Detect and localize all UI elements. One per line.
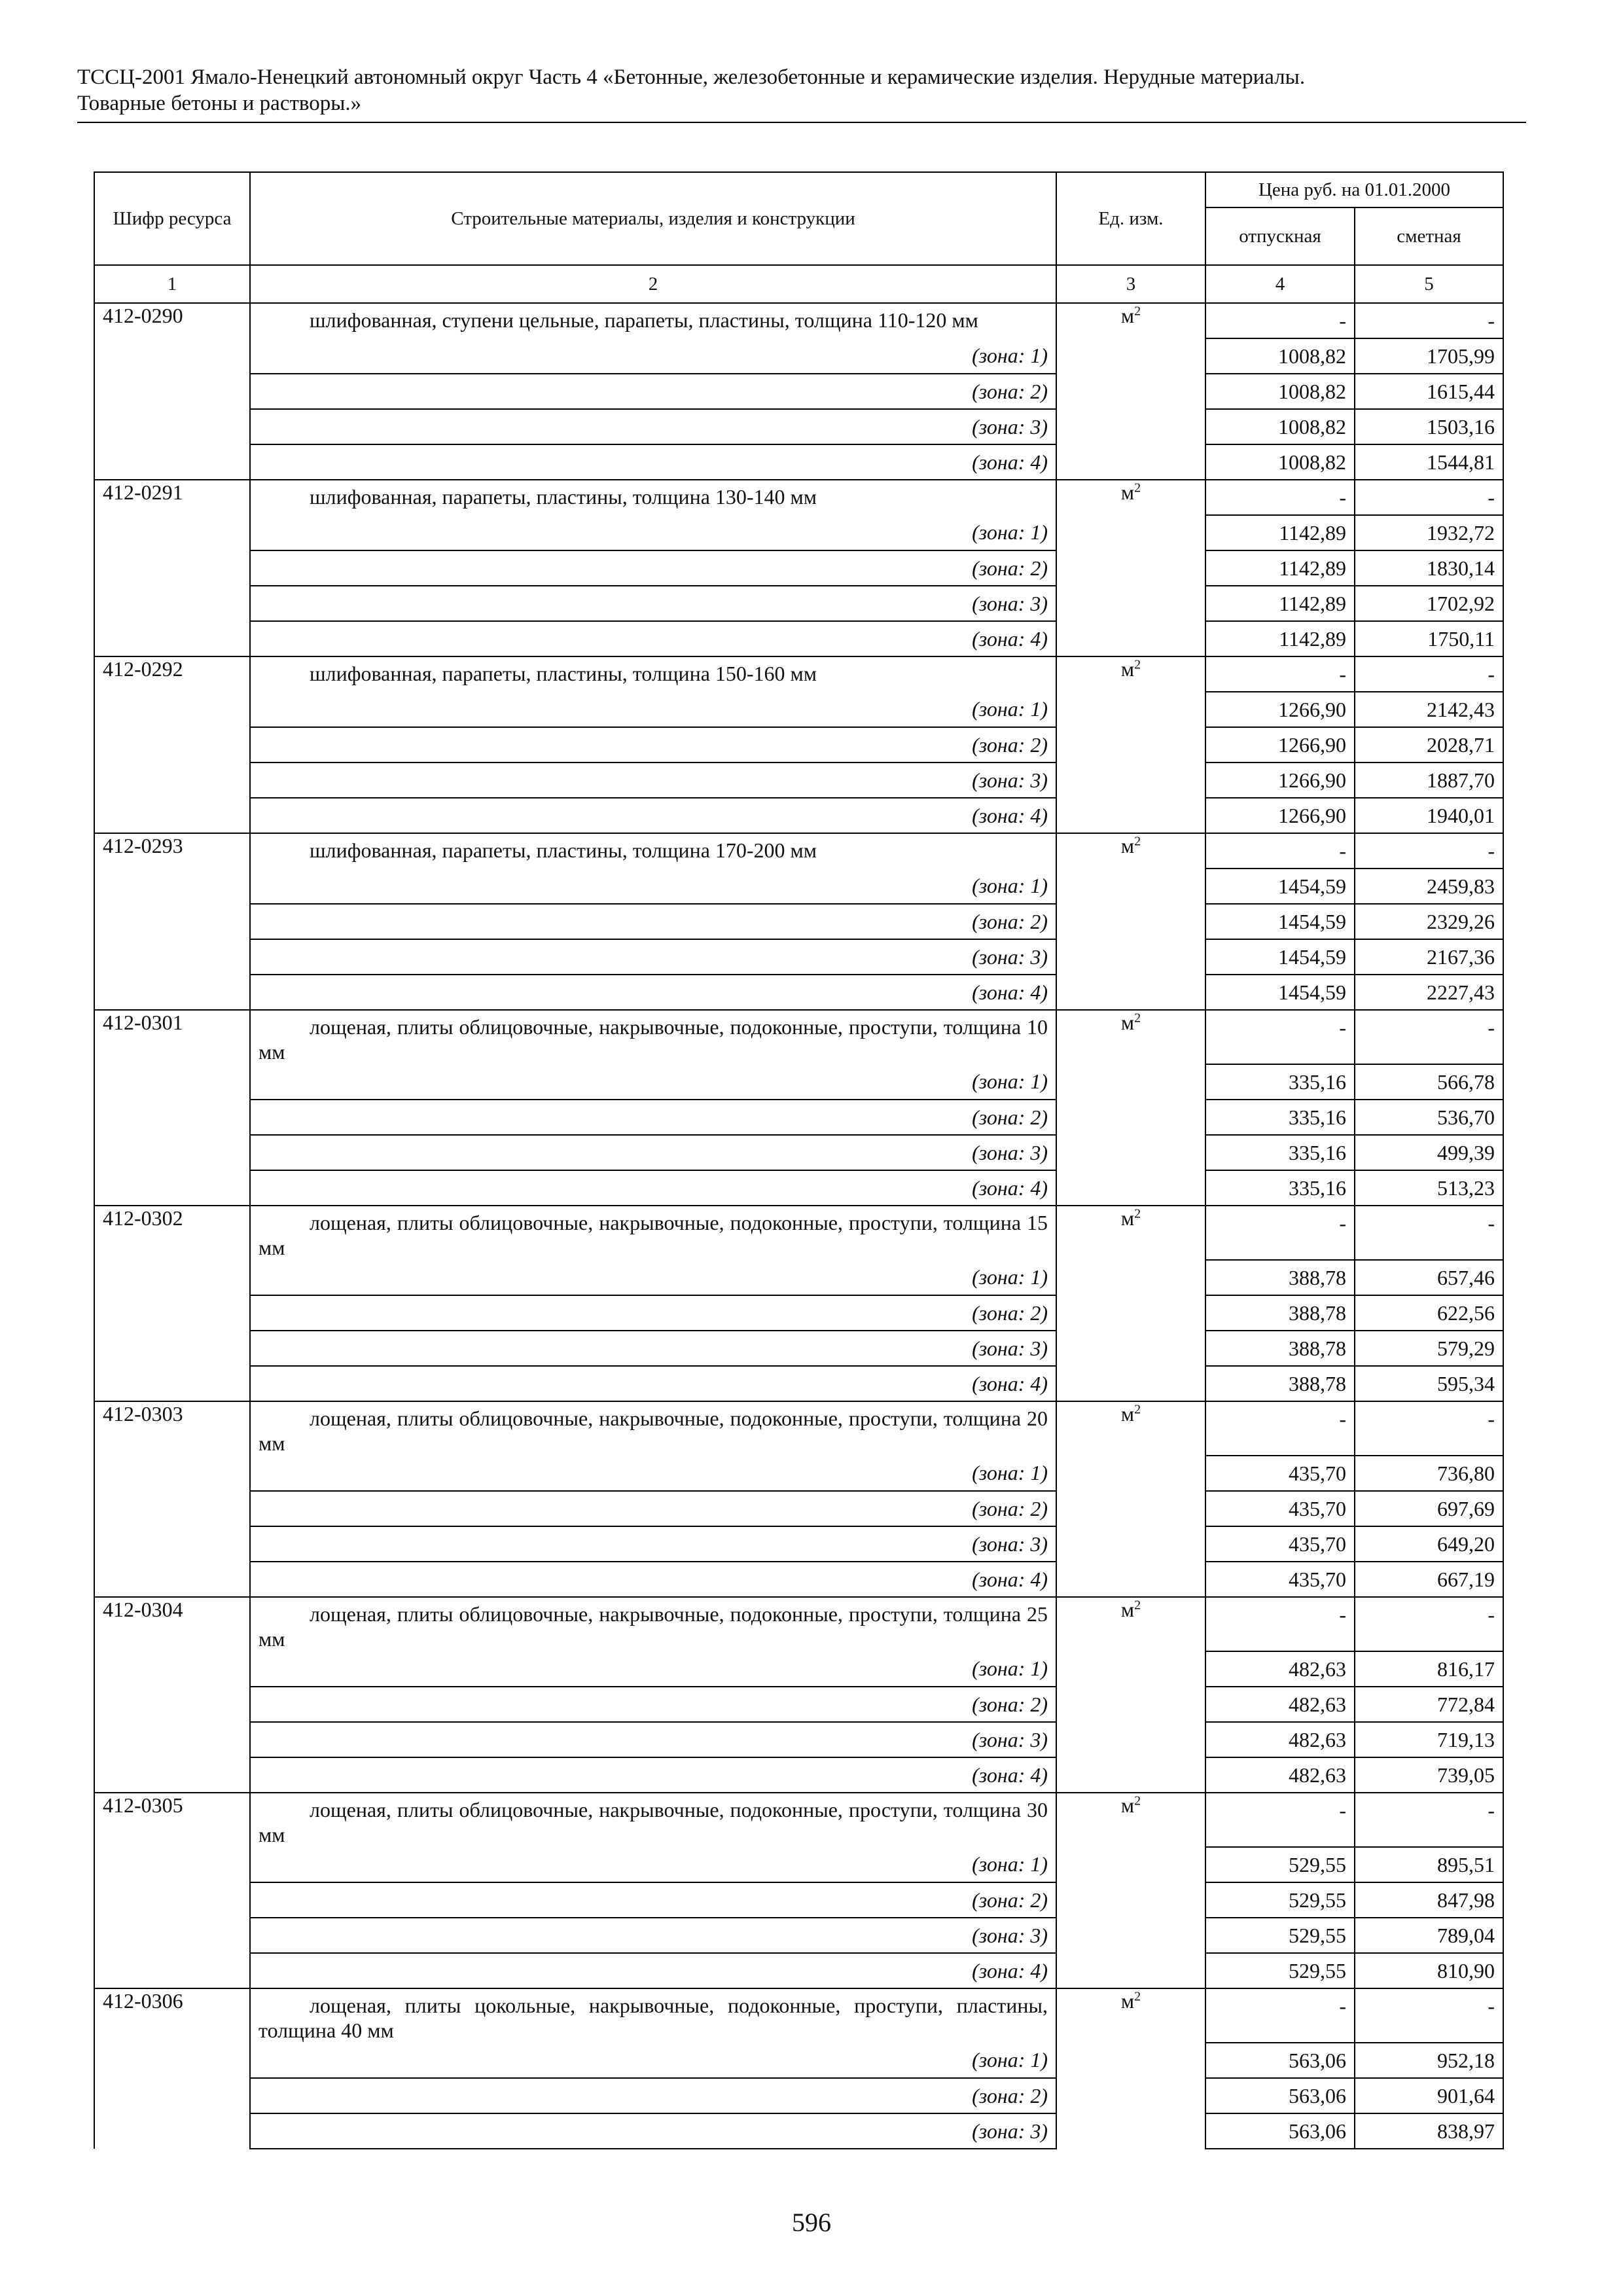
unit-text: м bbox=[1120, 1206, 1135, 1230]
zone-row bbox=[94, 1847, 1503, 1882]
zone-estimate-price: 719,13 bbox=[1355, 1722, 1503, 1757]
zone-label: (зона: 2) bbox=[250, 1882, 1056, 1918]
zone-release-price: 1142,89 bbox=[1205, 515, 1355, 550]
description-text: лощеная, плиты облицовочные, накрывочные, подоконные, проступи, толщина 15 мм bbox=[259, 1211, 1048, 1259]
zone-row bbox=[94, 621, 1503, 656]
unit-superscript: 2 bbox=[1134, 834, 1141, 849]
col-header-estimate: сметная bbox=[1355, 207, 1503, 265]
zone-release-price: 435,70 bbox=[1205, 1526, 1355, 1562]
zone-estimate-price: 499,39 bbox=[1355, 1135, 1503, 1170]
unit-cell bbox=[1056, 1010, 1205, 1206]
unit-text: м bbox=[1120, 1793, 1135, 1817]
col-number-5: 5 bbox=[1355, 265, 1503, 303]
table-body bbox=[94, 303, 1503, 2149]
release-price: - bbox=[1205, 656, 1355, 692]
estimate-price: - bbox=[1355, 1597, 1503, 1651]
zone-label: (зона: 1) bbox=[250, 1847, 1056, 1882]
unit-superscript: 2 bbox=[1134, 304, 1141, 319]
zone-label: (зона: 2) bbox=[250, 1491, 1056, 1526]
zone-estimate-price: 697,69 bbox=[1355, 1491, 1503, 1526]
zone-row bbox=[94, 939, 1503, 975]
unit-superscript: 2 bbox=[1134, 657, 1141, 672]
zone-row bbox=[94, 869, 1503, 904]
table-row bbox=[94, 303, 1503, 338]
zone-release-price: 1454,59 bbox=[1205, 869, 1355, 904]
zone-label: (зона: 1) bbox=[250, 1651, 1056, 1687]
zone-row bbox=[94, 1366, 1503, 1401]
zone-estimate-price: 649,20 bbox=[1355, 1526, 1503, 1562]
estimate-price: - bbox=[1355, 1010, 1503, 1064]
zone-release-price: 435,70 bbox=[1205, 1491, 1355, 1526]
zone-release-price: 529,55 bbox=[1205, 1953, 1355, 1988]
zone-release-price: 1266,90 bbox=[1205, 798, 1355, 833]
zone-estimate-price: 1750,11 bbox=[1355, 621, 1503, 656]
estimate-price: - bbox=[1355, 1206, 1503, 1260]
zone-release-price: 563,06 bbox=[1205, 2043, 1355, 2078]
zone-estimate-price: 1705,99 bbox=[1355, 338, 1503, 374]
zone-release-price: 388,78 bbox=[1205, 1260, 1355, 1295]
resource-code: 412-0304 bbox=[94, 1597, 250, 1793]
unit-text: м bbox=[1120, 1989, 1135, 2013]
zone-label: (зона: 3) bbox=[250, 409, 1056, 444]
unit-text: м bbox=[1120, 480, 1135, 504]
zone-label: (зона: 1) bbox=[250, 1260, 1056, 1295]
table-row bbox=[94, 1793, 1503, 1847]
estimate-price: - bbox=[1355, 833, 1503, 869]
release-price: - bbox=[1205, 1597, 1355, 1651]
estimate-price: - bbox=[1355, 480, 1503, 515]
unit-text: м bbox=[1120, 304, 1135, 327]
zone-label: (зона: 3) bbox=[250, 1526, 1056, 1562]
unit-cell bbox=[1056, 303, 1205, 480]
zone-row bbox=[94, 1295, 1503, 1331]
zone-row bbox=[94, 2043, 1503, 2078]
zone-release-price: 1142,89 bbox=[1205, 621, 1355, 656]
resource-description bbox=[250, 1597, 1056, 1651]
table-row bbox=[94, 1010, 1503, 1064]
estimate-price: - bbox=[1355, 1988, 1503, 2043]
zone-label: (зона: 2) bbox=[250, 1687, 1056, 1722]
col-header-release: отпускная bbox=[1205, 207, 1355, 265]
zone-label: (зона: 1) bbox=[250, 515, 1056, 550]
zone-row bbox=[94, 798, 1503, 833]
resource-code: 412-0293 bbox=[94, 833, 250, 1010]
zone-label: (зона: 3) bbox=[250, 1135, 1056, 1170]
col-number-1: 1 bbox=[94, 265, 250, 303]
unit-text: м bbox=[1120, 1402, 1135, 1426]
zone-estimate-price: 2028,71 bbox=[1355, 727, 1503, 762]
release-price: - bbox=[1205, 833, 1355, 869]
zone-row bbox=[94, 1526, 1503, 1562]
zone-label: (зона: 2) bbox=[250, 1295, 1056, 1331]
description-text: шлифованная, парапеты, пластины, толщина 170-200 мм bbox=[310, 838, 817, 862]
zone-row bbox=[94, 586, 1503, 621]
release-price: - bbox=[1205, 1401, 1355, 1456]
resource-code: 412-0302 bbox=[94, 1206, 250, 1401]
zone-label: (зона: 2) bbox=[250, 727, 1056, 762]
zone-row bbox=[94, 975, 1503, 1010]
estimate-price: - bbox=[1355, 303, 1503, 338]
zone-release-price: 1008,82 bbox=[1205, 444, 1355, 480]
unit-superscript: 2 bbox=[1134, 1989, 1141, 2004]
zone-row bbox=[94, 1757, 1503, 1793]
unit-text: м bbox=[1120, 834, 1135, 857]
resource-description bbox=[250, 656, 1056, 692]
zone-label: (зона: 4) bbox=[250, 1170, 1056, 1206]
zone-release-price: 529,55 bbox=[1205, 1882, 1355, 1918]
zone-estimate-price: 536,70 bbox=[1355, 1100, 1503, 1135]
zone-release-price: 335,16 bbox=[1205, 1100, 1355, 1135]
zone-estimate-price: 595,34 bbox=[1355, 1366, 1503, 1401]
zone-estimate-price: 772,84 bbox=[1355, 1687, 1503, 1722]
zone-estimate-price: 895,51 bbox=[1355, 1847, 1503, 1882]
description-text: лощеная, плиты облицовочные, накрывочные, подоконные, проступи, толщина 20 мм bbox=[259, 1407, 1048, 1455]
zone-release-price: 482,63 bbox=[1205, 1757, 1355, 1793]
resource-code: 412-0290 bbox=[94, 303, 250, 480]
release-price: - bbox=[1205, 1206, 1355, 1260]
unit-superscript: 2 bbox=[1134, 1598, 1141, 1613]
resource-code: 412-0292 bbox=[94, 656, 250, 833]
zone-estimate-price: 847,98 bbox=[1355, 1882, 1503, 1918]
estimate-price: - bbox=[1355, 656, 1503, 692]
zone-release-price: 1266,90 bbox=[1205, 692, 1355, 727]
table-row bbox=[94, 1401, 1503, 1456]
zone-row bbox=[94, 1491, 1503, 1526]
zone-release-price: 1008,82 bbox=[1205, 374, 1355, 409]
zone-estimate-price: 2142,43 bbox=[1355, 692, 1503, 727]
resource-description bbox=[250, 1988, 1056, 2043]
description-text: шлифованная, ступени цельные, парапеты, пластины, толщина 110-120 мм bbox=[310, 308, 978, 332]
unit-cell bbox=[1056, 480, 1205, 656]
zone-row bbox=[94, 1953, 1503, 1988]
release-price: - bbox=[1205, 1793, 1355, 1847]
zone-label: (зона: 1) bbox=[250, 2043, 1056, 2078]
zone-row bbox=[94, 1135, 1503, 1170]
resource-code: 412-0303 bbox=[94, 1401, 250, 1597]
zone-release-price: 1266,90 bbox=[1205, 762, 1355, 798]
zone-label: (зона: 2) bbox=[250, 374, 1056, 409]
release-price: - bbox=[1205, 1010, 1355, 1064]
zone-label: (зона: 3) bbox=[250, 2113, 1056, 2149]
resource-price-table bbox=[94, 171, 1504, 2149]
zone-release-price: 435,70 bbox=[1205, 1456, 1355, 1491]
col-number-2: 2 bbox=[250, 265, 1056, 303]
zone-label: (зона: 1) bbox=[250, 692, 1056, 727]
zone-estimate-price: 566,78 bbox=[1355, 1064, 1503, 1100]
resource-description bbox=[250, 480, 1056, 515]
resource-description bbox=[250, 1793, 1056, 1847]
col-header-unit: Ед. изм. bbox=[1056, 172, 1205, 265]
zone-label: (зона: 1) bbox=[250, 1064, 1056, 1100]
zone-label: (зона: 2) bbox=[250, 904, 1056, 939]
zone-estimate-price: 1830,14 bbox=[1355, 550, 1503, 586]
zone-label: (зона: 1) bbox=[250, 869, 1056, 904]
zone-release-price: 482,63 bbox=[1205, 1722, 1355, 1757]
release-price: - bbox=[1205, 1988, 1355, 2043]
zone-label: (зона: 4) bbox=[250, 621, 1056, 656]
col-header-code: Шифр ресурса bbox=[94, 172, 250, 265]
zone-estimate-price: 579,29 bbox=[1355, 1331, 1503, 1366]
zone-row bbox=[94, 2078, 1503, 2113]
zone-label: (зона: 1) bbox=[250, 338, 1056, 374]
table-row bbox=[94, 1988, 1503, 2043]
zone-label: (зона: 4) bbox=[250, 1562, 1056, 1597]
zone-label: (зона: 3) bbox=[250, 762, 1056, 798]
description-text: лощеная, плиты облицовочные, накрывочные, подоконные, проступи, толщина 25 мм bbox=[259, 1602, 1048, 1651]
zone-estimate-price: 816,17 bbox=[1355, 1651, 1503, 1687]
zone-row bbox=[94, 1064, 1503, 1100]
zone-label: (зона: 4) bbox=[250, 1366, 1056, 1401]
unit-cell bbox=[1056, 1401, 1205, 1597]
resource-code: 412-0301 bbox=[94, 1010, 250, 1206]
unit-text: м bbox=[1120, 1598, 1135, 1621]
zone-label: (зона: 3) bbox=[250, 1331, 1056, 1366]
release-price: - bbox=[1205, 303, 1355, 338]
description-text: лощеная, плиты облицовочные, накрывочные, подоконные, проступи, толщина 30 мм bbox=[259, 1798, 1048, 1846]
resource-description bbox=[250, 833, 1056, 869]
release-price: - bbox=[1205, 480, 1355, 515]
zone-label: (зона: 3) bbox=[250, 1918, 1056, 1953]
zone-label: (зона: 4) bbox=[250, 975, 1056, 1010]
zone-label: (зона: 2) bbox=[250, 2078, 1056, 2113]
zone-row bbox=[94, 444, 1503, 480]
zone-label: (зона: 3) bbox=[250, 1722, 1056, 1757]
header-divider bbox=[77, 122, 1526, 123]
zone-release-price: 482,63 bbox=[1205, 1651, 1355, 1687]
zone-row bbox=[94, 904, 1503, 939]
zone-release-price: 563,06 bbox=[1205, 2113, 1355, 2149]
description-text: шлифованная, парапеты, пластины, толщина 130-140 мм bbox=[310, 485, 817, 509]
unit-superscript: 2 bbox=[1134, 1206, 1141, 1221]
col-header-name: Строительные материалы, изделия и конструкции bbox=[250, 172, 1056, 265]
zone-release-price: 1008,82 bbox=[1205, 338, 1355, 374]
zone-row bbox=[94, 1651, 1503, 1687]
zone-estimate-price: 2329,26 bbox=[1355, 904, 1503, 939]
unit-superscript: 2 bbox=[1134, 1793, 1141, 1808]
estimate-price: - bbox=[1355, 1793, 1503, 1847]
zone-estimate-price: 810,90 bbox=[1355, 1953, 1503, 1988]
zone-estimate-price: 667,19 bbox=[1355, 1562, 1503, 1597]
zone-label: (зона: 1) bbox=[250, 1456, 1056, 1491]
zone-release-price: 529,55 bbox=[1205, 1847, 1355, 1882]
zone-release-price: 335,16 bbox=[1205, 1064, 1355, 1100]
col-header-price: Цена руб. на 01.01.2000 bbox=[1205, 172, 1503, 207]
unit-cell bbox=[1056, 1988, 1205, 2149]
zone-label: (зона: 3) bbox=[250, 586, 1056, 621]
zone-row bbox=[94, 409, 1503, 444]
zone-estimate-price: 789,04 bbox=[1355, 1918, 1503, 1953]
zone-estimate-price: 622,56 bbox=[1355, 1295, 1503, 1331]
zone-estimate-price: 2167,36 bbox=[1355, 939, 1503, 975]
zone-label: (зона: 4) bbox=[250, 1757, 1056, 1793]
zone-row bbox=[94, 1170, 1503, 1206]
table-row bbox=[94, 480, 1503, 515]
zone-row bbox=[94, 374, 1503, 409]
page-header bbox=[77, 64, 1517, 117]
zone-estimate-price: 2459,83 bbox=[1355, 869, 1503, 904]
unit-superscript: 2 bbox=[1134, 1011, 1141, 1026]
zone-release-price: 482,63 bbox=[1205, 1687, 1355, 1722]
zone-estimate-price: 1932,72 bbox=[1355, 515, 1503, 550]
table-row bbox=[94, 1597, 1503, 1651]
zone-row bbox=[94, 550, 1503, 586]
zone-label: (зона: 4) bbox=[250, 1953, 1056, 1988]
zone-release-price: 1142,89 bbox=[1205, 550, 1355, 586]
unit-cell bbox=[1056, 833, 1205, 1010]
zone-row bbox=[94, 1562, 1503, 1597]
resource-code: 412-0306 bbox=[94, 1988, 250, 2149]
zone-label: (зона: 2) bbox=[250, 550, 1056, 586]
zone-row bbox=[94, 338, 1503, 374]
zone-estimate-price: 838,97 bbox=[1355, 2113, 1503, 2149]
unit-superscript: 2 bbox=[1134, 480, 1141, 495]
table-row bbox=[94, 656, 1503, 692]
resource-description bbox=[250, 1206, 1056, 1260]
zone-label: (зона: 4) bbox=[250, 444, 1056, 480]
zone-release-price: 388,78 bbox=[1205, 1366, 1355, 1401]
col-number-3: 3 bbox=[1056, 265, 1205, 303]
zone-estimate-price: 901,64 bbox=[1355, 2078, 1503, 2113]
zone-row bbox=[94, 1882, 1503, 1918]
resource-description bbox=[250, 303, 1056, 338]
zone-release-price: 435,70 bbox=[1205, 1562, 1355, 1597]
zone-release-price: 1266,90 bbox=[1205, 727, 1355, 762]
description-text: шлифованная, парапеты, пластины, толщина 150-160 мм bbox=[310, 662, 817, 685]
zone-release-price: 529,55 bbox=[1205, 1918, 1355, 1953]
estimate-price: - bbox=[1355, 1401, 1503, 1456]
description-text: лощеная, плиты цокольные, накрывочные, подоконные, проступи, пластины, толщина 40 мм bbox=[259, 1994, 1048, 2042]
resource-description bbox=[250, 1010, 1056, 1064]
zone-row bbox=[94, 1456, 1503, 1491]
zone-estimate-price: 1702,92 bbox=[1355, 586, 1503, 621]
header-line-2: Товарные бетоны и растворы.» bbox=[77, 92, 362, 115]
zone-estimate-price: 739,05 bbox=[1355, 1757, 1503, 1793]
zone-label: (зона: 3) bbox=[250, 939, 1056, 975]
unit-superscript: 2 bbox=[1134, 1402, 1141, 1417]
zone-label: (зона: 2) bbox=[250, 1100, 1056, 1135]
unit-text: м bbox=[1120, 1011, 1135, 1034]
zone-row bbox=[94, 1687, 1503, 1722]
zone-release-price: 563,06 bbox=[1205, 2078, 1355, 2113]
zone-row bbox=[94, 762, 1503, 798]
zone-estimate-price: 657,46 bbox=[1355, 1260, 1503, 1295]
zone-release-price: 388,78 bbox=[1205, 1331, 1355, 1366]
zone-estimate-price: 1503,16 bbox=[1355, 409, 1503, 444]
unit-cell bbox=[1056, 1793, 1205, 1988]
zone-row bbox=[94, 515, 1503, 550]
zone-row bbox=[94, 1918, 1503, 1953]
zone-row bbox=[94, 727, 1503, 762]
zone-release-price: 1454,59 bbox=[1205, 939, 1355, 975]
zone-row bbox=[94, 1260, 1503, 1295]
resource-code: 412-0305 bbox=[94, 1793, 250, 1988]
zone-row bbox=[94, 2113, 1503, 2149]
zone-release-price: 1454,59 bbox=[1205, 904, 1355, 939]
zone-estimate-price: 952,18 bbox=[1355, 2043, 1503, 2078]
zone-estimate-price: 736,80 bbox=[1355, 1456, 1503, 1491]
zone-estimate-price: 2227,43 bbox=[1355, 975, 1503, 1010]
zone-row bbox=[94, 1331, 1503, 1366]
header-line-1: ТССЦ-2001 Ямало-Ненецкий автономный округ Часть 4 «Бетонные, железобетонные и керамические изделия. Нерудные материалы. bbox=[77, 65, 1306, 89]
resource-description bbox=[250, 1401, 1056, 1456]
zone-release-price: 388,78 bbox=[1205, 1295, 1355, 1331]
page-number: 596 bbox=[792, 2208, 831, 2237]
zone-row bbox=[94, 692, 1503, 727]
zone-release-price: 1142,89 bbox=[1205, 586, 1355, 621]
resource-code: 412-0291 bbox=[94, 480, 250, 656]
zone-release-price: 335,16 bbox=[1205, 1135, 1355, 1170]
table-row bbox=[94, 1206, 1503, 1260]
zone-estimate-price: 1887,70 bbox=[1355, 762, 1503, 798]
zone-release-price: 335,16 bbox=[1205, 1170, 1355, 1206]
zone-estimate-price: 1544,81 bbox=[1355, 444, 1503, 480]
description-text: лощеная, плиты облицовочные, накрывочные, подоконные, проступи, толщина 10 мм bbox=[259, 1015, 1048, 1064]
zone-estimate-price: 1940,01 bbox=[1355, 798, 1503, 833]
zone-estimate-price: 1615,44 bbox=[1355, 374, 1503, 409]
zone-estimate-price: 513,23 bbox=[1355, 1170, 1503, 1206]
unit-cell bbox=[1056, 1206, 1205, 1401]
zone-release-price: 1008,82 bbox=[1205, 409, 1355, 444]
unit-cell bbox=[1056, 656, 1205, 833]
zone-label: (зона: 4) bbox=[250, 798, 1056, 833]
unit-cell bbox=[1056, 1597, 1205, 1793]
zone-row bbox=[94, 1100, 1503, 1135]
zone-release-price: 1454,59 bbox=[1205, 975, 1355, 1010]
table-row bbox=[94, 833, 1503, 869]
zone-row bbox=[94, 1722, 1503, 1757]
unit-text: м bbox=[1120, 657, 1135, 681]
col-number-4: 4 bbox=[1205, 265, 1355, 303]
